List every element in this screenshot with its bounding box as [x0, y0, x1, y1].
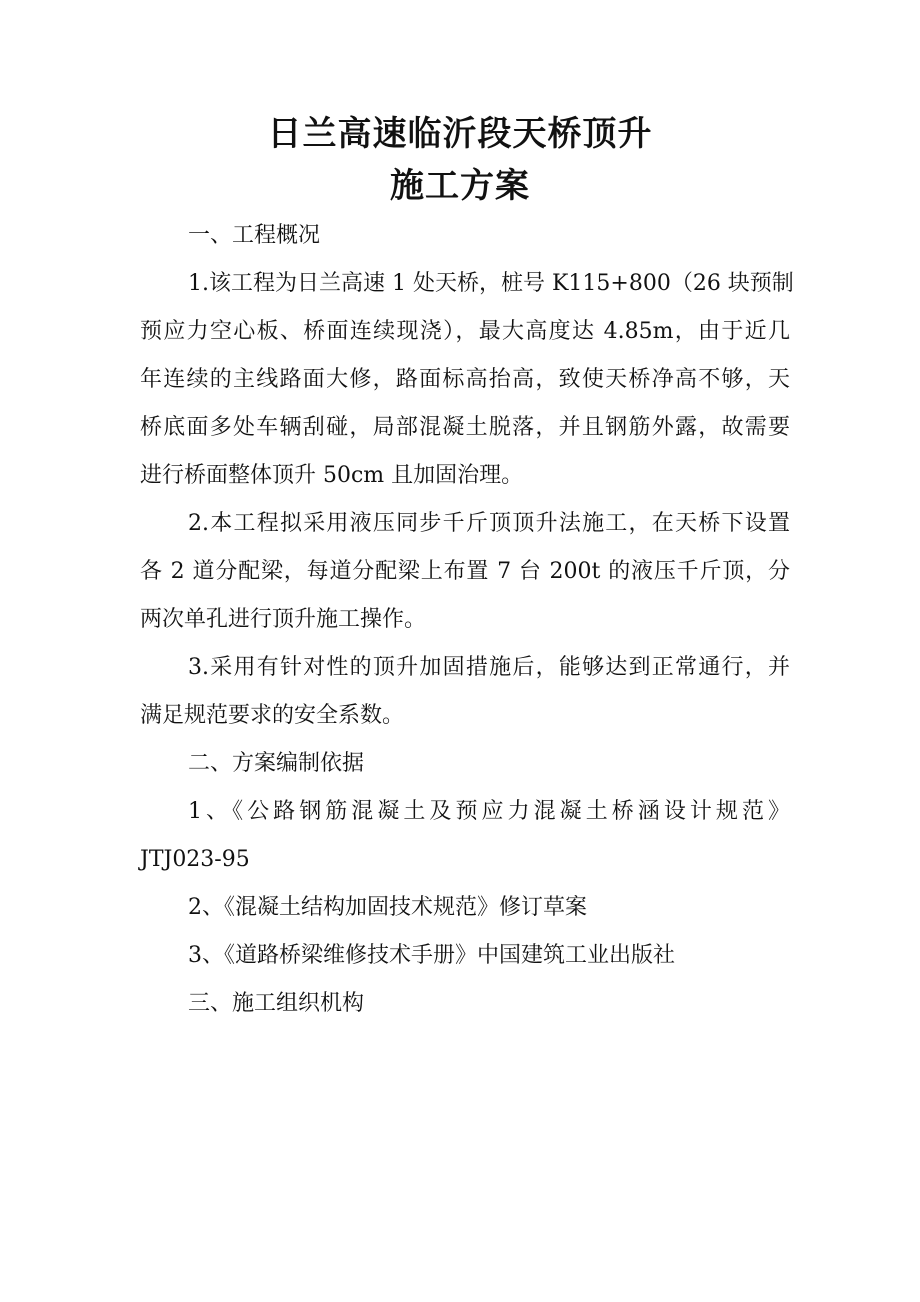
paragraph-1-line-1: 1.该工程为日兰高速 1 处天桥，桩号 K115+800（26 块预制 [188, 271, 794, 296]
paragraph-1-line-4: 桥底面多处车辆刮碰，局部混凝土脱落，并且钢筋外露，故需要 [140, 415, 790, 440]
paragraph-1-line-2: 预应力空心板、桥面连续现浇），最大高度达 4.85m，由于近几 [140, 319, 790, 344]
section-heading-basis: 二、方案编制依据 [188, 751, 365, 776]
paragraph-3-line-2: 满足规范要求的安全系数。 [140, 703, 405, 728]
paragraph-3-line-1: 3.采用有针对性的顶升加固措施后，能够达到正常通行，并 [188, 655, 790, 680]
basis-item-3: 3、《道路桥梁维修技术手册》中国建筑工业出版社 [188, 943, 675, 968]
section-heading-overview: 一、工程概况 [188, 223, 321, 248]
section-heading-organization: 三、施工组织机构 [188, 991, 365, 1016]
document-title: 日兰高速临沂段天桥顶升 [267, 114, 653, 154]
paragraph-2-line-2: 各 2 道分配梁，每道分配梁上布置 7 台 200t 的液压千斤顶，分 [140, 559, 790, 584]
basis-item-1-line-2: JTJ023-95 [140, 847, 250, 872]
paragraph-1-line-3: 年连续的主线路面大修，路面标高抬高，致使天桥净高不够，天 [140, 367, 790, 392]
paragraph-2-line-1: 2.本工程拟采用液压同步千斤顶顶升法施工，在天桥下设置 [188, 511, 790, 536]
paragraph-1-line-5: 进行桥面整体顶升 50cm 且加固治理。 [140, 463, 524, 488]
paragraph-2-line-3: 两次单孔进行顶升施工操作。 [140, 607, 427, 632]
document-subtitle: 施工方案 [390, 166, 530, 206]
basis-item-1-line-1: 1、《公路钢筋混凝土及预应力混凝土桥涵设计规范》 [188, 799, 790, 824]
basis-item-2: 2、《混凝土结构加固技术规范》修订草案 [188, 895, 587, 920]
